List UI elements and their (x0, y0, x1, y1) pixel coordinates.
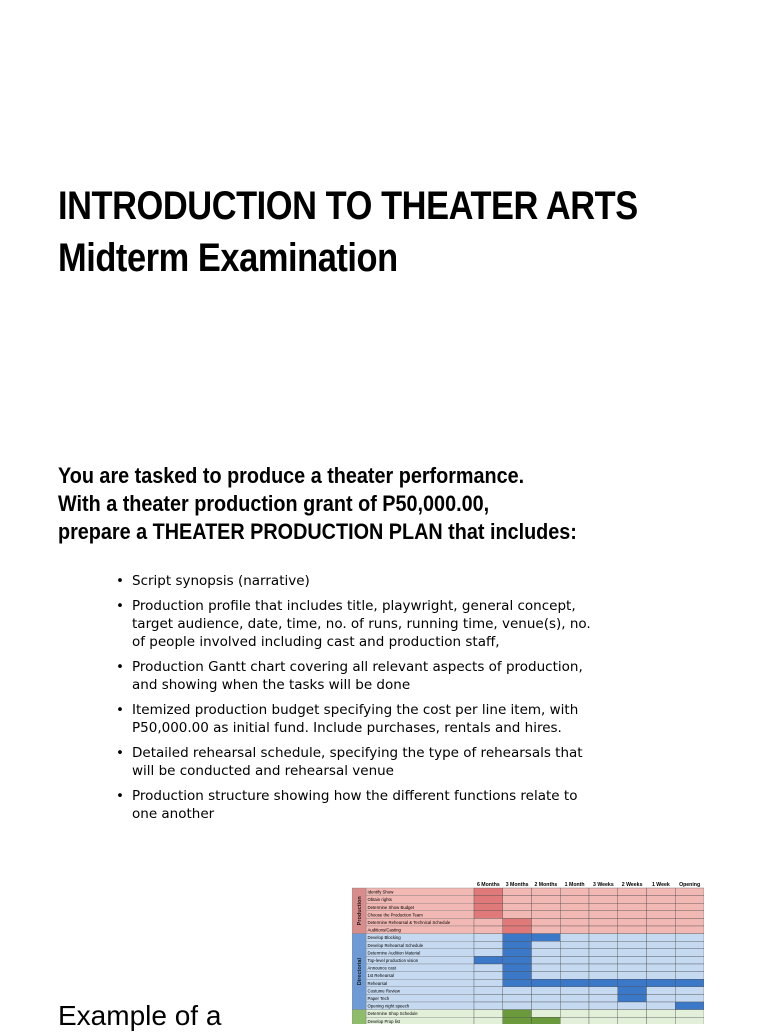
gantt-cell (618, 896, 647, 904)
gantt-cell (560, 896, 589, 904)
gantt-cell (474, 1010, 503, 1018)
gantt-cell (532, 964, 561, 972)
gantt-cell (589, 1010, 618, 1018)
column-header: 2 Weeks (621, 882, 643, 888)
gantt-cell (560, 903, 589, 911)
gantt-bar (474, 888, 503, 896)
gantt-cell (560, 941, 589, 949)
gantt-cell (589, 911, 618, 919)
gantt-cell (532, 1010, 561, 1018)
task-label: Auditions/Casting (367, 927, 401, 933)
gantt-cell (560, 964, 589, 972)
task-label: Determine Audition Material (367, 950, 421, 956)
gantt-cell (474, 964, 503, 972)
gantt-cell (618, 1010, 647, 1018)
gantt-cell (560, 934, 589, 942)
gantt-cell (589, 896, 618, 904)
gantt-cell (474, 987, 503, 995)
gantt-cell (474, 1017, 503, 1024)
gantt-cell (647, 956, 676, 964)
gantt-cell (675, 926, 704, 934)
gantt-cell (647, 994, 676, 1002)
gantt-cell (647, 941, 676, 949)
gantt-cell (647, 926, 676, 934)
gantt-cell (618, 1002, 647, 1010)
gantt-cell (647, 1002, 676, 1010)
gantt-cell (589, 934, 618, 942)
gantt-cell (647, 918, 676, 926)
gantt-cell (589, 888, 618, 896)
list-item: • Detailed rehearsal schedule, specifying the type of rehearsals that will be conducted and rehearsal venue (114, 744, 604, 780)
task-statement (58, 462, 577, 546)
gantt-bar (589, 979, 618, 987)
list-item: • Production structure showing how the different functions relate to one another (114, 787, 604, 823)
gantt-bar (618, 979, 647, 987)
task-line-2: With a theater production grant of P50,000.00, (58, 491, 490, 516)
list-item: • Script synopsis (narrative) (114, 572, 604, 590)
gantt-cell (618, 956, 647, 964)
gantt-cell (532, 1002, 561, 1010)
gantt-cell (560, 987, 589, 995)
gantt-bar (503, 941, 532, 949)
gantt-cell (647, 888, 676, 896)
gantt-cell (503, 987, 532, 995)
gantt-cell (675, 956, 704, 964)
gantt-cell (503, 903, 532, 911)
gantt-cell (618, 926, 647, 934)
gantt-bar (618, 987, 647, 995)
column-header: 1 Week (651, 882, 670, 888)
gantt-cell (532, 896, 561, 904)
gantt-cell (589, 1017, 618, 1024)
task-label: Top-level production vision (367, 958, 419, 963)
task-label: Obtain rights (367, 897, 392, 903)
task-label: Opening night speech (367, 1003, 410, 1009)
gantt-cell (503, 911, 532, 919)
gantt-cell (618, 941, 647, 949)
gantt-cell (675, 1017, 704, 1024)
gantt-bar (503, 972, 532, 980)
gantt-bar (532, 934, 561, 942)
gantt-bar (647, 979, 676, 987)
task-label: Develop Prop list (367, 1018, 400, 1024)
gantt-cell (503, 896, 532, 904)
task-label: Paper Tech (367, 996, 390, 1001)
gantt-cell (618, 911, 647, 919)
gantt-bar (532, 1017, 561, 1024)
gantt-cell (560, 918, 589, 926)
gantt-bar (560, 979, 589, 987)
gantt-cell (560, 949, 589, 957)
task-label: Choose the Production Team (367, 912, 423, 918)
gantt-bar (503, 918, 532, 926)
gantt-cell (474, 918, 503, 926)
gantt-cell (647, 987, 676, 995)
gantt-cell (647, 934, 676, 942)
gantt-cell (647, 949, 676, 957)
task-label: Determine Shop Schedule (367, 1011, 418, 1017)
gantt-cell (503, 994, 532, 1002)
gantt-cell (675, 918, 704, 926)
gantt-cell (589, 903, 618, 911)
gantt-cell (474, 934, 503, 942)
title-line-1: INTRODUCTION TO THEATER ARTS (58, 184, 638, 228)
gantt-bar (503, 979, 532, 987)
group-label-cell (352, 1010, 366, 1024)
gantt-cell (675, 888, 704, 896)
gantt-cell (532, 903, 561, 911)
gantt-cell (532, 911, 561, 919)
gantt-bar (503, 926, 532, 934)
list-item: • Itemized production budget specifying the cost per line item, with P50,000.00 as initial fund. Include purchases, rentals and hires. (114, 701, 604, 737)
gantt-cell (675, 903, 704, 911)
gantt-cell (560, 926, 589, 934)
gantt-cell (474, 994, 503, 1002)
task-label: Costume Review (367, 988, 400, 994)
title-line-2: Midterm Examination (58, 236, 398, 280)
gantt-cell (675, 934, 704, 942)
gantt-cell (647, 1010, 676, 1018)
gantt-cell (474, 1002, 503, 1010)
gantt-cell (675, 964, 704, 972)
gantt-bar (503, 949, 532, 957)
gantt-cell (589, 918, 618, 926)
gantt-cell (532, 926, 561, 934)
gantt-cell (647, 964, 676, 972)
gantt-cell (618, 918, 647, 926)
gantt-cell (474, 941, 503, 949)
gantt-cell (647, 1017, 676, 1024)
task-label: Announce cast (367, 965, 396, 971)
gantt-cell (589, 987, 618, 995)
requirements-list (114, 572, 604, 830)
task-label: Develop Blocking (367, 935, 401, 941)
example-heading: Example of a (58, 1000, 222, 1031)
gantt-cell (618, 888, 647, 896)
gantt-cell (560, 1010, 589, 1018)
gantt-cell (532, 888, 561, 896)
gantt-cell (560, 972, 589, 980)
task-label: Rehearsal (367, 980, 388, 986)
gantt-cell (503, 888, 532, 896)
gantt-cell (675, 1010, 704, 1018)
gantt-cell (647, 903, 676, 911)
gantt-bar (474, 956, 503, 964)
gantt-cell (532, 918, 561, 926)
gantt-cell (532, 972, 561, 980)
group-label: Directorial (356, 957, 363, 986)
list-item: • Production profile that includes title, playwright, general concept, target audience, date, time, no. of runs, running time, venue(s), no. of people involved including cast and production staff, (114, 597, 604, 651)
gantt-cell (560, 1002, 589, 1010)
gantt-chart (352, 878, 704, 1024)
gantt-cell (618, 1017, 647, 1024)
gantt-cell (647, 911, 676, 919)
gantt-cell (589, 926, 618, 934)
gantt-bar (503, 964, 532, 972)
task-label: Determine Show Budget (367, 904, 415, 910)
gantt-cell (589, 956, 618, 964)
gantt-bar (503, 1010, 532, 1018)
gantt-cell (532, 987, 561, 995)
gantt-cell (675, 949, 704, 957)
column-header: Opening (679, 882, 701, 888)
group-label: Production (356, 896, 363, 926)
gantt-cell (560, 1017, 589, 1024)
gantt-cell (675, 911, 704, 919)
column-header: 1 Month (564, 882, 585, 888)
gantt-cell (474, 926, 503, 934)
gantt-cell (675, 896, 704, 904)
gantt-cell (560, 911, 589, 919)
column-header: 6 Months (476, 882, 500, 888)
gantt-cell (589, 949, 618, 957)
gantt-cell (675, 972, 704, 980)
gantt-cell (532, 949, 561, 957)
gantt-cell (589, 994, 618, 1002)
gantt-cell (474, 979, 503, 987)
column-header: 2 Months (534, 882, 558, 888)
gantt-cell (618, 934, 647, 942)
gantt-cell (532, 994, 561, 1002)
gantt-cell (675, 941, 704, 949)
gantt-cell (647, 896, 676, 904)
task-label: 1st Rehearsal (367, 973, 395, 979)
list-item: • Production Gantt chart covering all relevant aspects of production, and showing when the tasks will be done (114, 658, 604, 694)
column-header: 3 Weeks (593, 882, 614, 888)
gantt-cell (675, 994, 704, 1002)
column-header: 3 Months (505, 882, 529, 888)
gantt-cell (532, 956, 561, 964)
gantt-bar (618, 994, 647, 1002)
gantt-cell (618, 949, 647, 957)
task-label: Identify Show (367, 889, 394, 895)
gantt-cell (589, 964, 618, 972)
gantt-cell (560, 956, 589, 964)
gantt-cell (675, 987, 704, 995)
gantt-bar (474, 903, 503, 911)
gantt-cell (647, 972, 676, 980)
gantt-cell (560, 994, 589, 1002)
gantt-bar (675, 1002, 704, 1010)
page-title (58, 180, 638, 284)
gantt-cell (560, 888, 589, 896)
gantt-bar (532, 979, 561, 987)
gantt-bar (503, 1017, 532, 1024)
gantt-cell (589, 1002, 618, 1010)
task-line-1: You are tasked to produce a theater performance. (58, 463, 525, 488)
gantt-cell (474, 972, 503, 980)
gantt-cell (503, 1002, 532, 1010)
gantt-bar (503, 956, 532, 964)
gantt-cell (589, 941, 618, 949)
task-label: Determine Rehearsal & Technical Schedule (367, 920, 451, 925)
gantt-cell (618, 972, 647, 980)
gantt-bar (503, 934, 532, 942)
gantt-cell (618, 903, 647, 911)
task-line-3: prepare a THEATER PRODUCTION PLAN that includes: (58, 519, 577, 544)
gantt-bar (675, 979, 704, 987)
gantt-bar (474, 911, 503, 919)
gantt-bar (474, 896, 503, 904)
task-label: Develop Rehearsal Schedule (367, 942, 424, 948)
gantt-cell (532, 941, 561, 949)
gantt-cell (474, 949, 503, 957)
gantt-cell (618, 964, 647, 972)
gantt-cell (589, 972, 618, 980)
